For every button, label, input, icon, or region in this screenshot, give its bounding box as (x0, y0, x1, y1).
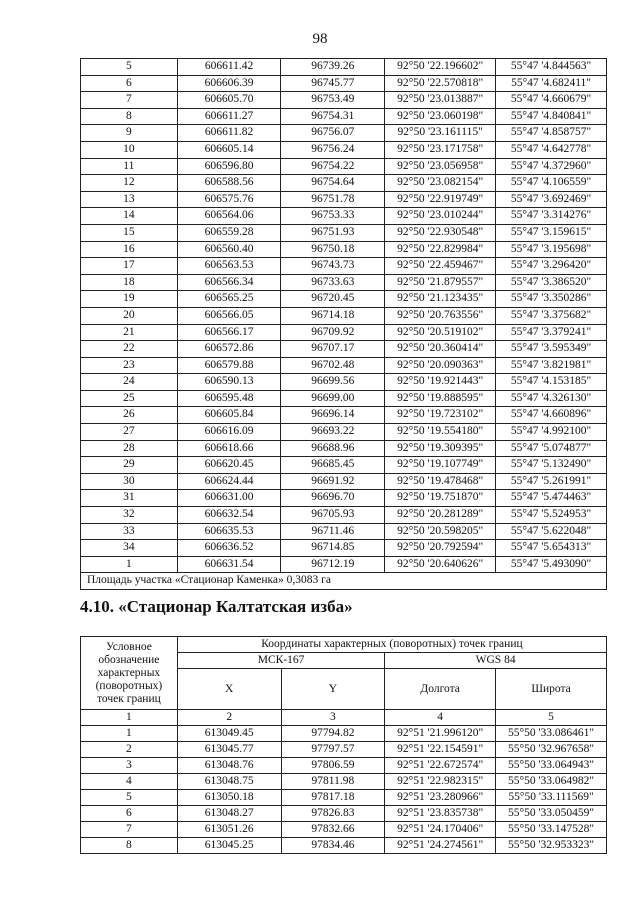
table-cell: 96750.18 (281, 241, 385, 258)
table-row (81, 274, 607, 291)
table-cell: 92°50 '20.792594" (385, 540, 496, 557)
table-cell: 92°50 '23.056958" (385, 158, 496, 175)
table-cell: 92°50 '22.196602" (385, 59, 496, 76)
header-latitude: Широта (496, 669, 607, 710)
table-cell: 606636.52 (177, 540, 281, 557)
table-cell: 13 (81, 191, 178, 208)
table-cell: 92°50 '19.921443" (385, 374, 496, 391)
table-cell: 92°50 '19.888595" (385, 390, 496, 407)
table-cell: 92°51 '23.280966" (385, 790, 496, 806)
table-row (81, 75, 607, 92)
table-cell: 14 (81, 208, 178, 225)
table-cell: 92°50 '23.171758" (385, 141, 496, 158)
table-cell: 606590.13 (177, 374, 281, 391)
coordinates-table-kamenka (80, 58, 607, 590)
table-cell: 55°47 '3.350286" (496, 291, 607, 308)
table-cell: 55°47 '3.692469" (496, 191, 607, 208)
table-cell: 33 (81, 523, 178, 540)
table-cell: 96688.96 (281, 440, 385, 457)
table-cell: 92°51 '24.274561" (385, 838, 496, 854)
section-title: 4.10. «Стационар Калтатская изба» (80, 597, 353, 616)
table-row (81, 758, 607, 774)
table-row (81, 390, 607, 407)
table-cell: 6 (81, 806, 178, 822)
table-row (81, 523, 607, 540)
table-cell: 30 (81, 473, 178, 490)
table-cell: 55°47 '4.660896" (496, 407, 607, 424)
table-cell: 96751.78 (281, 191, 385, 208)
table-cell: 55°47 '4.682411" (496, 75, 607, 92)
table-cell: 55°47 '4.992100" (496, 424, 607, 441)
table-cell: 606605.14 (177, 141, 281, 158)
header-wgs: WGS 84 (385, 653, 607, 669)
table-cell: 92°50 '20.763556" (385, 307, 496, 324)
table-cell: 96714.18 (281, 307, 385, 324)
table-cell: 606559.28 (177, 224, 281, 241)
table-cell: 10 (81, 141, 178, 158)
table-cell: 92°50 '23.060198" (385, 108, 496, 125)
table-cell: 96739.26 (281, 59, 385, 76)
table-row (81, 158, 607, 175)
table-cell: 92°50 '22.829984" (385, 241, 496, 258)
header-point-label: Условное обозначение характерных (поворотных) точек границ (81, 637, 178, 710)
table-cell: 96711.46 (281, 523, 385, 540)
table-cell: 96699.56 (281, 374, 385, 391)
table-cell: 606620.45 (177, 457, 281, 474)
table-cell: 606572.86 (177, 341, 281, 358)
table-cell: 97832.66 (281, 822, 385, 838)
table-cell: 96707.17 (281, 341, 385, 358)
table-cell: 97797.57 (281, 742, 385, 758)
table-cell: 606611.42 (177, 59, 281, 76)
table-cell: 55°50 '33.111569" (496, 790, 607, 806)
table-cell: 92°50 '22.919749" (385, 191, 496, 208)
table-cell: 606616.09 (177, 424, 281, 441)
table-row (81, 224, 607, 241)
table-cell: 8 (81, 838, 178, 854)
table-cell: 92°50 '22.570818" (385, 75, 496, 92)
table-row (81, 357, 607, 374)
table-cell: 96714.85 (281, 540, 385, 557)
table-cell: 92°50 '23.161115" (385, 125, 496, 142)
table-cell: 55°50 '33.147528" (496, 822, 607, 838)
table-cell: 34 (81, 540, 178, 557)
table-cell: 96754.22 (281, 158, 385, 175)
table-cell: 92°50 '19.554180" (385, 424, 496, 441)
table-cell: 606563.53 (177, 258, 281, 275)
table-cell: 55°47 '5.622048" (496, 523, 607, 540)
table-cell: 92°50 '20.519102" (385, 324, 496, 341)
table-cell: 96756.24 (281, 141, 385, 158)
table-row (81, 407, 607, 424)
table-cell: 96751.93 (281, 224, 385, 241)
table-row (81, 59, 607, 76)
table-cell: 606566.34 (177, 274, 281, 291)
table-cell: 55°47 '3.159615" (496, 224, 607, 241)
table-row (81, 742, 607, 758)
table-cell: 96733.63 (281, 274, 385, 291)
table-cell: 97834.46 (281, 838, 385, 854)
table-cell: 92°50 '23.010244" (385, 208, 496, 225)
table-cell: 55°47 '4.858757" (496, 125, 607, 142)
table-cell: 606575.76 (177, 191, 281, 208)
table-row (81, 774, 607, 790)
table-cell: 96691.92 (281, 473, 385, 490)
table-cell: 55°47 '3.296420" (496, 258, 607, 275)
table-row (81, 374, 607, 391)
table-cell: 55°47 '5.132490" (496, 457, 607, 474)
table-cell: 606560.40 (177, 241, 281, 258)
table-cell: 4 (81, 774, 178, 790)
table-cell: 606624.44 (177, 473, 281, 490)
table-cell: 613048.75 (177, 774, 281, 790)
table-row (81, 307, 607, 324)
table-cell: 3 (81, 758, 178, 774)
table-cell: 92°51 '21.996120" (385, 726, 496, 742)
table-cell: 55°47 '4.106559" (496, 175, 607, 192)
table-cell: 96745.77 (281, 75, 385, 92)
table-cell: 55°50 '32.967658" (496, 742, 607, 758)
table-cell: 15 (81, 224, 178, 241)
table-cell: 23 (81, 357, 178, 374)
table-cell: 606611.82 (177, 125, 281, 142)
table-cell: 606596.80 (177, 158, 281, 175)
table-cell: 96685.45 (281, 457, 385, 474)
table-cell: 55°47 '4.153185" (496, 374, 607, 391)
table-cell: 96702.48 (281, 357, 385, 374)
table-cell: 96720.45 (281, 291, 385, 308)
table-cell: 29 (81, 457, 178, 474)
table-cell: 92°51 '23.835738" (385, 806, 496, 822)
table-cell: 55°47 '3.379241" (496, 324, 607, 341)
table-cell: 606595.48 (177, 390, 281, 407)
table-cell: 96753.49 (281, 92, 385, 109)
column-number: 3 (281, 710, 385, 726)
table-cell: 55°47 '4.660679" (496, 92, 607, 109)
table-cell: 55°47 '5.474463" (496, 490, 607, 507)
table-row (81, 92, 607, 109)
table-cell: 96712.19 (281, 556, 385, 573)
table-cell: 7 (81, 822, 178, 838)
column-number: 5 (496, 710, 607, 726)
table-cell: 92°50 '19.107749" (385, 457, 496, 474)
table-cell: 92°50 '20.640626" (385, 556, 496, 573)
table-cell: 606566.17 (177, 324, 281, 341)
table-cell: 613051.26 (177, 822, 281, 838)
table-cell: 613050.18 (177, 790, 281, 806)
table-cell: 55°47 '5.654313" (496, 540, 607, 557)
table-row (81, 191, 607, 208)
table-cell: 606565.25 (177, 291, 281, 308)
header-msk: МСК-167 (177, 653, 384, 669)
table-cell: 1 (81, 726, 178, 742)
table-cell: 7 (81, 92, 178, 109)
table-cell: 92°51 '22.154591" (385, 742, 496, 758)
table-cell: 28 (81, 440, 178, 457)
table-row (81, 291, 607, 308)
table-cell: 31 (81, 490, 178, 507)
table-row (81, 324, 607, 341)
table-cell: 55°47 '3.595349" (496, 341, 607, 358)
table-cell: 92°51 '24.170406" (385, 822, 496, 838)
table-cell: 22 (81, 341, 178, 358)
table-cell: 97817.18 (281, 790, 385, 806)
table-cell: 97826.83 (281, 806, 385, 822)
table-cell: 606618.66 (177, 440, 281, 457)
table-cell: 606606.39 (177, 75, 281, 92)
table-row (81, 341, 607, 358)
table-row (81, 440, 607, 457)
table-row (81, 822, 607, 838)
table-row (81, 141, 607, 158)
table-cell: 24 (81, 374, 178, 391)
table-cell: 606588.56 (177, 175, 281, 192)
table-cell: 5 (81, 59, 178, 76)
table-cell: 92°50 '20.360414" (385, 341, 496, 358)
table-cell: 55°47 '4.372960" (496, 158, 607, 175)
table-cell: 55°47 '3.386520" (496, 274, 607, 291)
table-row (81, 507, 607, 524)
table-row (81, 258, 607, 275)
table-cell: 26 (81, 407, 178, 424)
table-cell: 606605.70 (177, 92, 281, 109)
table-cell: 606566.05 (177, 307, 281, 324)
header-coordinates: Координаты характерных (поворотных) точек границ (177, 637, 606, 653)
table-cell: 97806.59 (281, 758, 385, 774)
table-cell: 55°50 '33.050459" (496, 806, 607, 822)
table-cell: 5 (81, 790, 178, 806)
table-row (81, 806, 607, 822)
header-longitude: Долгота (385, 669, 496, 710)
table-cell: 92°50 '21.123435" (385, 291, 496, 308)
table-cell: 8 (81, 108, 178, 125)
table-cell: 606635.53 (177, 523, 281, 540)
table-cell: 613045.77 (177, 742, 281, 758)
table-row (81, 241, 607, 258)
table-cell: 92°50 '19.751870" (385, 490, 496, 507)
table-cell: 96754.64 (281, 175, 385, 192)
table-row (81, 556, 607, 573)
table-cell: 606631.54 (177, 556, 281, 573)
table-cell: 92°51 '22.982315" (385, 774, 496, 790)
table-cell: 92°50 '22.459467" (385, 258, 496, 275)
table-cell: 92°50 '21.879557" (385, 274, 496, 291)
table-cell: 613048.76 (177, 758, 281, 774)
table-cell: 32 (81, 507, 178, 524)
table-cell: 19 (81, 291, 178, 308)
table-cell: 20 (81, 307, 178, 324)
table-cell: 55°50 '33.064982" (496, 774, 607, 790)
coordinates-table-kaltatskaya (80, 636, 607, 854)
table-cell: 12 (81, 175, 178, 192)
table-cell: 92°50 '20.281289" (385, 507, 496, 524)
table-row (81, 125, 607, 142)
table-cell: 55°47 '4.326130" (496, 390, 607, 407)
table-cell: 55°47 '4.840841" (496, 108, 607, 125)
table-cell: 55°50 '33.086461" (496, 726, 607, 742)
table-cell: 606631.00 (177, 490, 281, 507)
table-cell: 55°47 '4.844563" (496, 59, 607, 76)
table-cell: 55°47 '3.195698" (496, 241, 607, 258)
table-cell: 27 (81, 424, 178, 441)
table-row (81, 108, 607, 125)
table-cell: 16 (81, 241, 178, 258)
table-cell: 96696.14 (281, 407, 385, 424)
table-cell: 96705.93 (281, 507, 385, 524)
table-cell: 92°51 '22.672574" (385, 758, 496, 774)
table-cell: 613048.27 (177, 806, 281, 822)
page-number: 98 (312, 31, 328, 47)
table-cell: 606564.06 (177, 208, 281, 225)
table-cell: 96753.33 (281, 208, 385, 225)
table-cell: 55°47 '5.261991" (496, 473, 607, 490)
table-cell: 92°50 '19.723102" (385, 407, 496, 424)
table-cell: 9 (81, 125, 178, 142)
table-row (81, 208, 607, 225)
table-cell: 55°50 '33.064943" (496, 758, 607, 774)
table-cell: 96756.07 (281, 125, 385, 142)
table-cell: 11 (81, 158, 178, 175)
table-cell: 92°50 '19.478468" (385, 473, 496, 490)
table-cell: 1 (81, 556, 178, 573)
table-cell: 2 (81, 742, 178, 758)
table-cell: 55°47 '5.074877" (496, 440, 607, 457)
table-cell: 21 (81, 324, 178, 341)
table-cell: 97811.98 (281, 774, 385, 790)
table-cell: 92°50 '20.090363" (385, 357, 496, 374)
table-cell: 17 (81, 258, 178, 275)
table-cell: 92°50 '23.013887" (385, 92, 496, 109)
table-cell: 92°50 '23.082154" (385, 175, 496, 192)
table-cell: 96709.92 (281, 324, 385, 341)
table-cell: 6 (81, 75, 178, 92)
table-cell: 92°50 '22.930548" (385, 224, 496, 241)
table-cell: 55°47 '3.821981" (496, 357, 607, 374)
table-row (81, 473, 607, 490)
header-y: Y (281, 669, 385, 710)
table-row (81, 838, 607, 854)
column-number: 2 (177, 710, 281, 726)
table-cell: 613049.45 (177, 726, 281, 742)
table-cell: 55°47 '5.493090" (496, 556, 607, 573)
table-row (81, 790, 607, 806)
table-cell: 97794.82 (281, 726, 385, 742)
table-row (81, 490, 607, 507)
table-cell: 18 (81, 274, 178, 291)
table-cell: 96743.73 (281, 258, 385, 275)
table-cell: 96699.00 (281, 390, 385, 407)
table-row (81, 457, 607, 474)
table-cell: 55°50 '32.953323" (496, 838, 607, 854)
table-row (81, 726, 607, 742)
table-cell: 606611.27 (177, 108, 281, 125)
table-row (81, 175, 607, 192)
table-cell: 55°47 '4.642778" (496, 141, 607, 158)
table-cell: 25 (81, 390, 178, 407)
table-cell: 606605.84 (177, 407, 281, 424)
table-row (81, 540, 607, 557)
table-cell: 55°47 '3.314276" (496, 208, 607, 225)
table-cell: 96754.31 (281, 108, 385, 125)
table-cell: 55°47 '5.524953" (496, 507, 607, 524)
table-cell: 92°50 '19.309395" (385, 440, 496, 457)
table-row (81, 424, 607, 441)
area-note: Площадь участка «Стационар Каменка» 0,3083 га (81, 573, 607, 590)
column-number: 4 (385, 710, 496, 726)
table-cell: 92°50 '20.598205" (385, 523, 496, 540)
table-cell: 96696.70 (281, 490, 385, 507)
column-number: 1 (81, 710, 178, 726)
table-cell: 613045.25 (177, 838, 281, 854)
header-x: X (177, 669, 281, 710)
table-cell: 606632.54 (177, 507, 281, 524)
table-cell: 96693.22 (281, 424, 385, 441)
table-cell: 606579.88 (177, 357, 281, 374)
table-cell: 55°47 '3.375682" (496, 307, 607, 324)
